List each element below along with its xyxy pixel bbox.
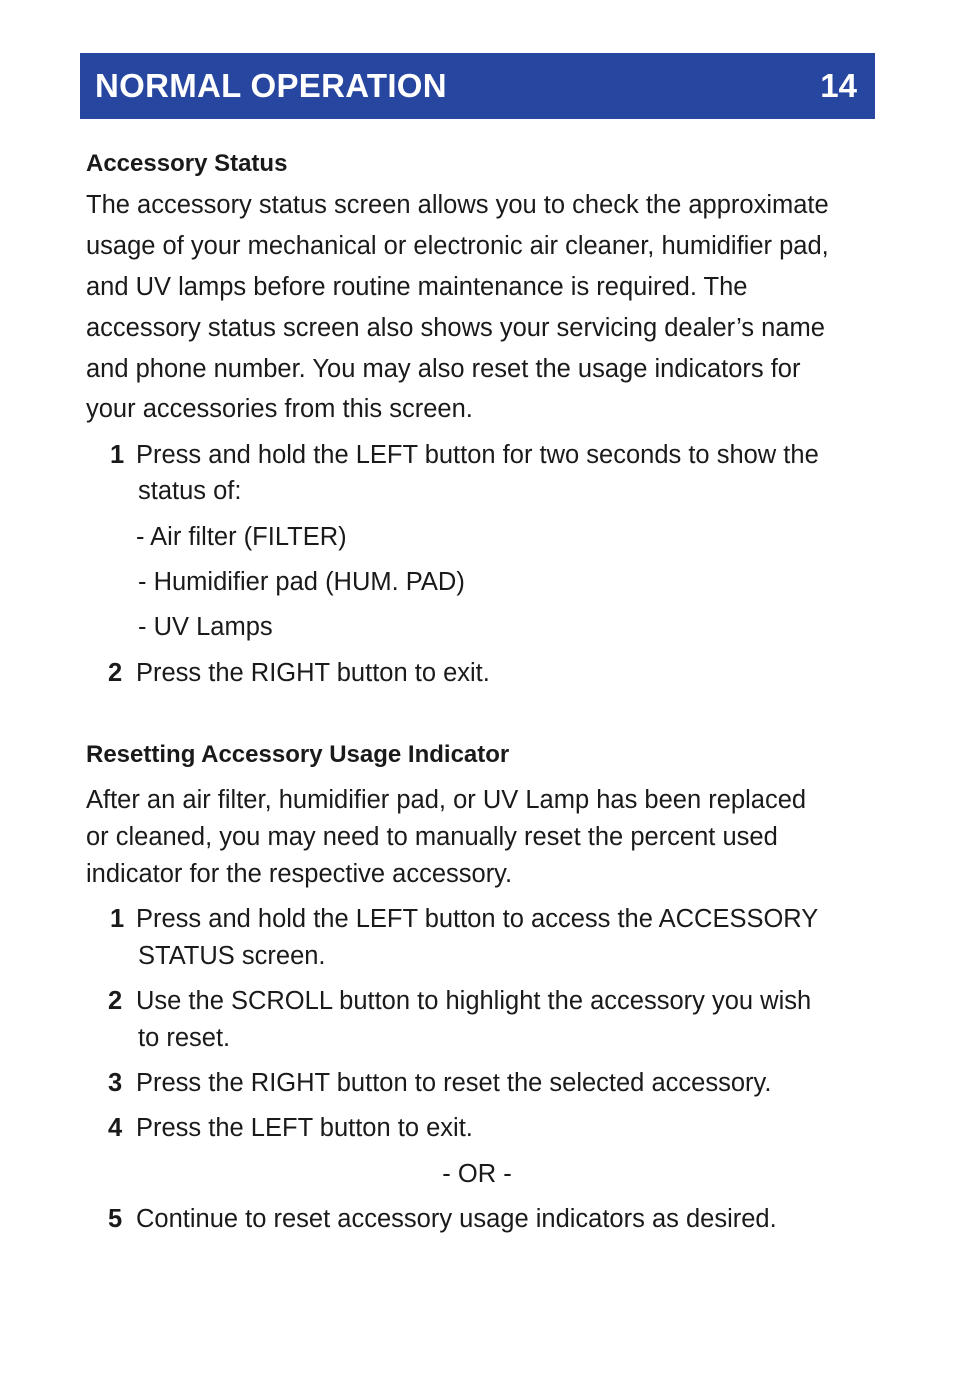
sub-item-humidifier-pad: - Humidifier pad (HUM. PAD): [138, 568, 465, 596]
step-number: 5: [108, 1205, 123, 1233]
step-text: to reset.: [138, 1024, 231, 1052]
step-text: Press the RIGHT button to reset the selected accessory.: [136, 1069, 772, 1097]
step-text: Press the RIGHT button to exit.: [136, 659, 490, 687]
step-text: Press the LEFT button to exit.: [136, 1114, 473, 1142]
accessory-status-heading: Accessory Status: [86, 150, 288, 177]
step-number: 3: [108, 1069, 123, 1097]
step-number: 1: [110, 905, 125, 933]
paragraph-line: and phone number. You may also reset the usage indicators for: [86, 355, 801, 383]
resetting-indicator-heading: Resetting Accessory Usage Indicator: [86, 741, 510, 768]
step-number: 4: [108, 1114, 123, 1142]
paragraph-line: indicator for the respective accessory.: [86, 860, 513, 888]
step-text: STATUS screen.: [138, 942, 326, 970]
step-text: Press and hold the LEFT button to access the ACCESSORY: [136, 905, 819, 933]
step-number: 1: [110, 441, 125, 469]
paragraph-line: After an air filter, humidifier pad, or UV Lamp has been replaced: [86, 786, 807, 814]
paragraph-line: or cleaned, you may need to manually reset the percent used: [86, 823, 778, 851]
step-text: status of:: [138, 477, 242, 505]
page-number: 14: [820, 67, 857, 104]
paragraph-line: and UV lamps before routine maintenance is required. The: [86, 273, 748, 301]
paragraph-line: The accessory status screen allows you to check the approximate: [86, 191, 829, 219]
step-text: Continue to reset accessory usage indicators as desired.: [136, 1205, 777, 1233]
sub-item-air-filter: - Air filter (FILTER): [136, 523, 347, 551]
or-separator: - OR -: [442, 1160, 512, 1188]
paragraph-line: your accessories from this screen.: [86, 395, 473, 423]
page-header: [80, 53, 875, 119]
step-number: 2: [108, 659, 123, 687]
sub-item-uv-lamps: - UV Lamps: [138, 613, 273, 641]
step-number: 2: [108, 987, 123, 1015]
step-text: Use the SCROLL button to highlight the accessory you wish: [136, 987, 812, 1015]
paragraph-line: accessory status screen also shows your servicing dealer’s name: [86, 314, 825, 342]
section-title: NORMAL OPERATION: [95, 67, 447, 104]
step-text: Press and hold the LEFT button for two seconds to show the: [136, 441, 819, 469]
paragraph-line: usage of your mechanical or electronic air cleaner, humidifier pad,: [86, 232, 829, 260]
